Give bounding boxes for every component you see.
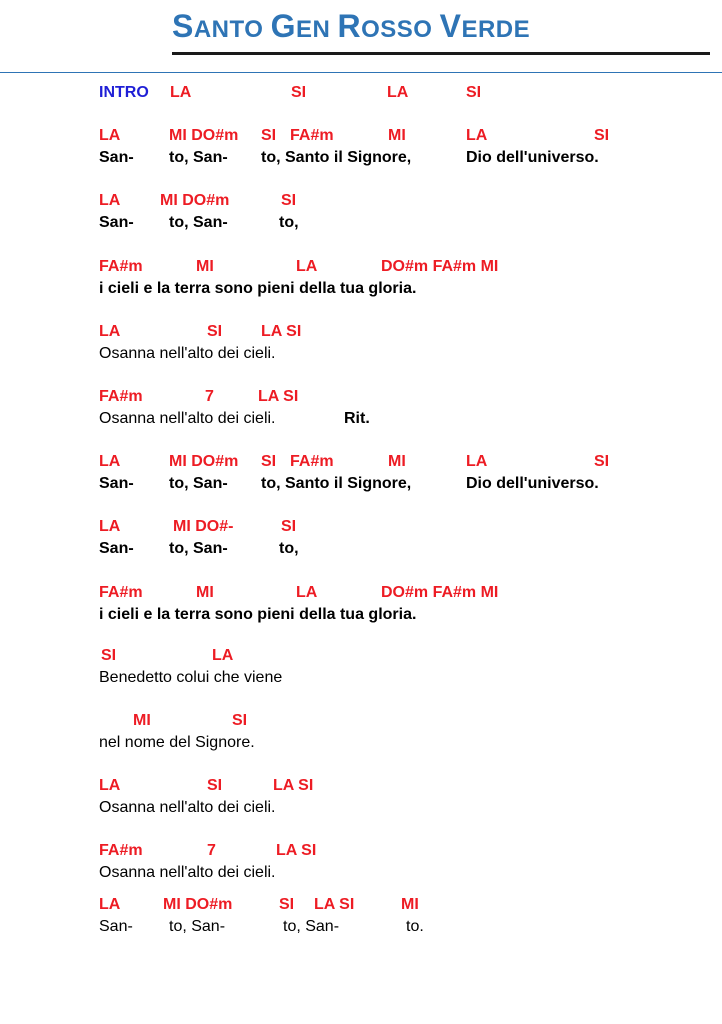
lyric: San- bbox=[99, 214, 134, 231]
chord: SI bbox=[281, 518, 297, 535]
lyric: to, Santo il Signore, bbox=[261, 475, 412, 492]
lyric: i cieli e la terra sono pieni della tua gloria. bbox=[99, 606, 417, 623]
title-cap: V bbox=[439, 8, 462, 44]
chord: DO#m FA#m MI bbox=[381, 584, 499, 601]
chord: LA bbox=[99, 777, 121, 794]
chord: LA bbox=[99, 192, 121, 209]
title-cap: S bbox=[172, 8, 194, 44]
lyric: San- bbox=[99, 149, 134, 166]
title-rest: ERDE bbox=[461, 16, 531, 43]
title-rest: EN bbox=[295, 16, 338, 43]
lyric: to, bbox=[279, 540, 299, 557]
lyric: Osanna nell'alto dei cieli. bbox=[99, 410, 276, 427]
chord: SI bbox=[101, 647, 117, 664]
chord: FA#m bbox=[99, 842, 143, 859]
chord: SI bbox=[207, 323, 223, 340]
chord: FA#m bbox=[99, 258, 143, 275]
lyric: to, Santo il Signore, bbox=[261, 149, 412, 166]
chord: LA bbox=[212, 647, 234, 664]
chord: LA SI bbox=[314, 896, 355, 913]
chord: LA SI bbox=[273, 777, 314, 794]
lyric: to, San- bbox=[169, 540, 228, 557]
lyric: nel nome del Signore. bbox=[99, 734, 255, 751]
chord: MI bbox=[196, 584, 214, 601]
lyric: to, San- bbox=[169, 149, 228, 166]
lyric: San- bbox=[99, 918, 133, 935]
chord: LA bbox=[99, 323, 121, 340]
chord: SI bbox=[594, 127, 610, 144]
lyric: to, bbox=[279, 214, 299, 231]
intro-label: INTRO bbox=[99, 84, 149, 101]
title-underline bbox=[172, 52, 710, 55]
chord: MI DO#m bbox=[160, 192, 230, 209]
chord: FA#m bbox=[99, 584, 143, 601]
chord: LA bbox=[99, 453, 121, 470]
title-rest: OSSO bbox=[361, 16, 440, 43]
lyric: Osanna nell'alto dei cieli. bbox=[99, 345, 276, 362]
lyric: Dio dell'universo. bbox=[466, 149, 599, 166]
chord: LA bbox=[387, 84, 409, 101]
chord: LA bbox=[99, 127, 121, 144]
chord: LA bbox=[296, 258, 318, 275]
lyric: to, San- bbox=[283, 918, 340, 935]
header-divider bbox=[0, 72, 722, 73]
title-rest: ANTO bbox=[193, 16, 271, 43]
chord: LA bbox=[466, 453, 488, 470]
lyric: to. bbox=[406, 918, 424, 935]
lyric: San- bbox=[99, 475, 134, 492]
chord: MI DO#m bbox=[163, 896, 233, 913]
chord: MI bbox=[133, 712, 151, 729]
lyric: i cieli e la terra sono pieni della tua gloria. bbox=[99, 280, 417, 297]
chord: FA#m bbox=[290, 127, 334, 144]
chord: SI bbox=[232, 712, 248, 729]
chord: MI DO#m bbox=[169, 453, 239, 470]
lyric: Dio dell'universo. bbox=[466, 475, 599, 492]
chord: LA bbox=[466, 127, 488, 144]
chord: MI DO#- bbox=[173, 518, 234, 535]
chord: LA bbox=[296, 584, 318, 601]
chord: LA SI bbox=[261, 323, 302, 340]
chord: LA bbox=[99, 896, 121, 913]
lyric: Benedetto colui che viene bbox=[99, 669, 283, 686]
lyric: to, San- bbox=[169, 214, 228, 231]
title-cap: R bbox=[337, 8, 362, 44]
chord: SI bbox=[207, 777, 223, 794]
chord: 7 bbox=[207, 842, 216, 859]
chord: SI bbox=[466, 84, 482, 101]
chord: SI bbox=[261, 127, 277, 144]
lyric: to, San- bbox=[169, 475, 228, 492]
title-cap: G bbox=[270, 8, 296, 44]
lyric: Osanna nell'alto dei cieli. bbox=[99, 799, 276, 816]
chord: SI bbox=[291, 84, 307, 101]
chord: SI bbox=[281, 192, 297, 209]
chord: MI DO#m bbox=[169, 127, 239, 144]
lyric: San- bbox=[99, 540, 134, 557]
chord: DO#m FA#m MI bbox=[381, 258, 499, 275]
song-title bbox=[172, 8, 530, 45]
chord: 7 bbox=[205, 388, 214, 405]
chord: SI bbox=[594, 453, 610, 470]
chord: SI bbox=[261, 453, 277, 470]
chord: LA SI bbox=[276, 842, 317, 859]
chord: LA SI bbox=[258, 388, 299, 405]
chord: LA bbox=[170, 84, 192, 101]
lyric: to, San- bbox=[169, 918, 226, 935]
chord: MI bbox=[388, 127, 406, 144]
chord: MI bbox=[196, 258, 214, 275]
chord: FA#m bbox=[99, 388, 143, 405]
chord: MI bbox=[388, 453, 406, 470]
chord: FA#m bbox=[290, 453, 334, 470]
chord: LA bbox=[99, 518, 121, 535]
lyric: Osanna nell'alto dei cieli. bbox=[99, 864, 276, 881]
chord: SI bbox=[279, 896, 295, 913]
refrain-marker: Rit. bbox=[344, 410, 370, 427]
chord: MI bbox=[401, 896, 419, 913]
